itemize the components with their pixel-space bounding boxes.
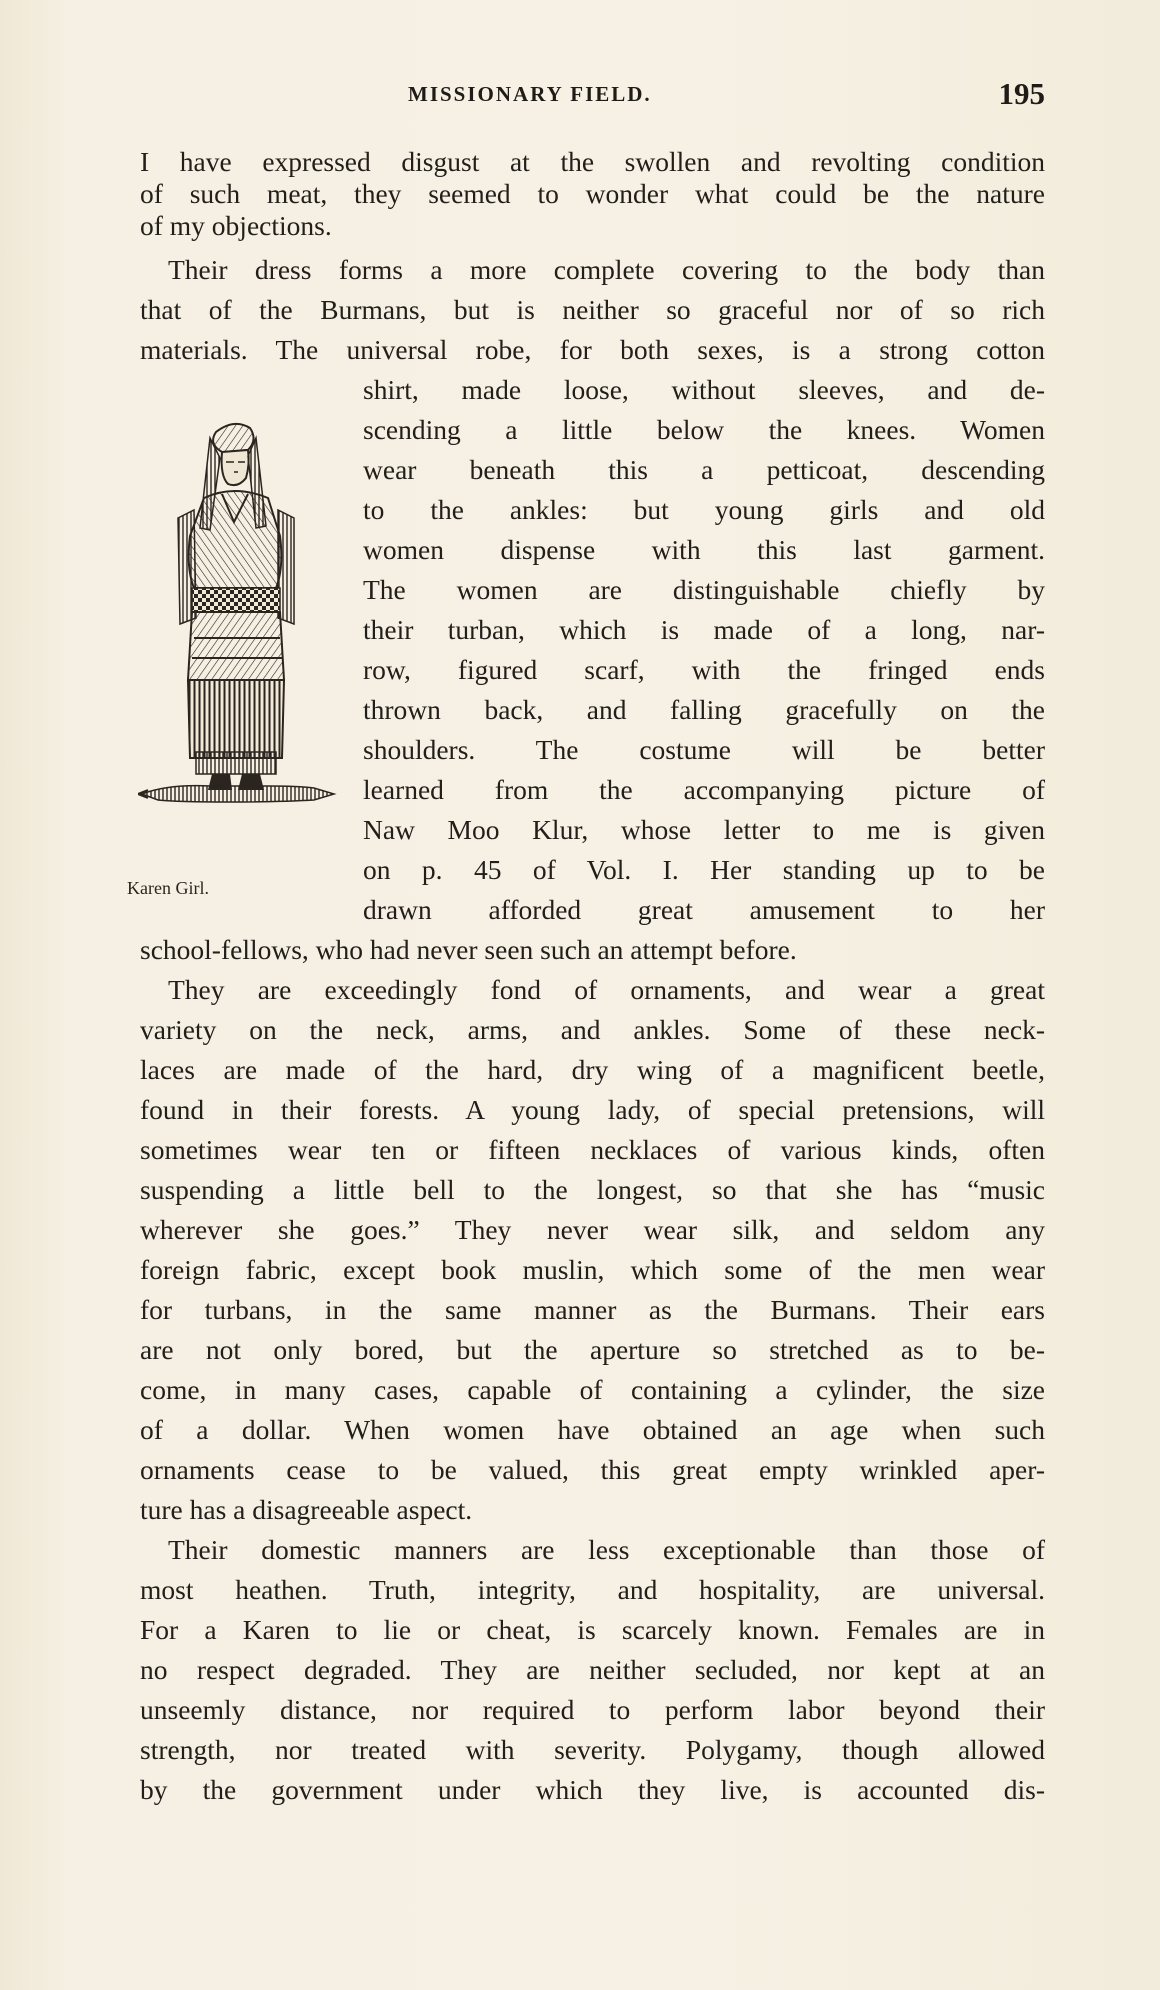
page-header	[140, 78, 1045, 118]
text-line: learned from the accompanying picture of	[363, 774, 1045, 805]
text-line: foreign fabric, except book muslin, which some of the men wear	[140, 1254, 1045, 1285]
text-line: on p. 45 of Vol. I. Her standing up to be	[363, 854, 1045, 885]
text-line: are not only bored, but the aperture so stretched as to be-	[140, 1334, 1045, 1365]
text-line: sometimes wear ten or fifteen necklaces of various kinds, often	[140, 1134, 1045, 1165]
text-line: most heathen. Truth, integrity, and hospitality, are universal.	[140, 1574, 1045, 1605]
text-line: come, in many cases, capable of containing a cylinder, the size	[140, 1374, 1045, 1405]
text-line: Their dress forms a more complete covering to the body than	[168, 254, 1045, 285]
text-line: For a Karen to lie or cheat, is scarcely known. Females are in	[140, 1614, 1045, 1645]
text-line: materials. The universal robe, for both sexes, is a strong cotton	[140, 334, 1045, 365]
text-line: ornaments cease to be valued, this great empty wrinkled aper-	[140, 1454, 1045, 1485]
karen-girl-figure	[138, 418, 338, 863]
text-line: shoulders. The costume will be better	[363, 734, 1045, 765]
text-line: thrown back, and falling gracefully on the	[363, 694, 1045, 725]
text-line: unseemly distance, nor required to perform labor beyond their	[140, 1694, 1045, 1725]
text-line: of such meat, they seemed to wonder what could be the nature	[140, 178, 1045, 209]
text-line: for turbans, in the same manner as the Burmans. Their ears	[140, 1294, 1045, 1325]
text-line: laces are made of the hard, dry wing of a magnificent beetle,	[140, 1054, 1045, 1085]
text-line: found in their forests. A young lady, of special pretensions, will	[140, 1094, 1045, 1125]
figure-caption: Karen Girl.	[127, 878, 209, 898]
text-line: wear beneath this a petticoat, descending	[363, 454, 1045, 485]
text-line: of a dollar. When women have obtained an age when such	[140, 1414, 1045, 1445]
text-line: their turban, which is made of a long, nar-	[363, 614, 1045, 645]
text-line: row, figured scarf, with the fringed ends	[363, 654, 1045, 685]
text-line: The women are distinguishable chiefly by	[363, 574, 1045, 605]
text-line: strength, nor treated with severity. Polygamy, though allowed	[140, 1734, 1045, 1765]
text-line: suspending a little bell to the longest, so that she has “music	[140, 1174, 1045, 1205]
text-line: school-fellows, who had never seen such an attempt before.	[140, 934, 797, 965]
text-line: by the government under which they live, is accounted dis-	[140, 1774, 1045, 1805]
text-line: Naw Moo Klur, whose letter to me is given	[363, 814, 1045, 845]
text-line: They are exceedingly fond of ornaments, and wear a great	[168, 974, 1045, 1005]
text-line: that of the Burmans, but is neither so graceful nor of so rich	[140, 294, 1045, 325]
text-line: Their domestic manners are less exceptionable than those of	[168, 1534, 1045, 1565]
text-line: of my objections.	[140, 210, 332, 241]
text-line: shirt, made loose, without sleeves, and de-	[363, 374, 1045, 405]
text-line: I have expressed disgust at the swollen and revolting condition	[140, 146, 1045, 177]
text-line: to the ankles: but young girls and old	[363, 494, 1045, 525]
text-line: scending a little below the knees. Women	[363, 414, 1045, 445]
text-line: no respect degraded. They are neither secluded, nor kept at an	[140, 1654, 1045, 1685]
text-line: women dispense with this last garment.	[363, 534, 1045, 565]
running-head: MISSIONARY FIELD.	[408, 82, 652, 106]
page-number: 195	[998, 76, 1045, 111]
text-line: drawn afforded great amusement to her	[363, 894, 1045, 925]
text-line: variety on the neck, arms, and ankles. Some of these neck-	[140, 1014, 1045, 1045]
text-line: ture has a disagreeable aspect.	[140, 1494, 473, 1525]
engraving-standing-figure-icon	[138, 418, 338, 863]
text-line: wherever she goes.” They never wear silk, and seldom any	[140, 1214, 1045, 1245]
